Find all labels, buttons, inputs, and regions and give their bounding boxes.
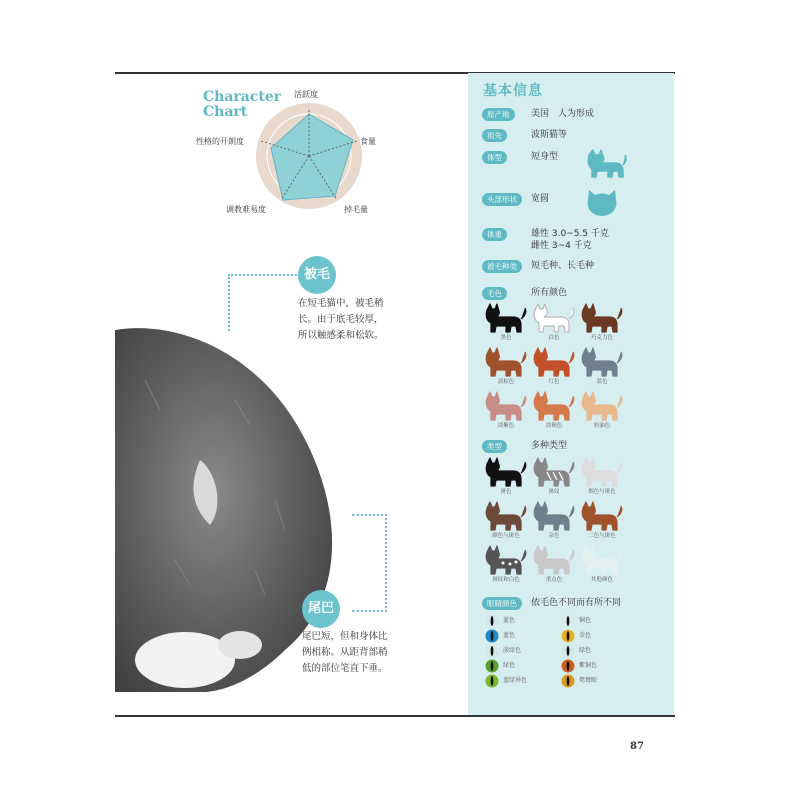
- coat-color-label: 淡紫色: [497, 423, 515, 429]
- tail-line-1: 尾巴短，但和身体比: [302, 631, 388, 642]
- tail-line-2: 例相称。从距背部稍: [302, 647, 388, 658]
- cat-silhouette-icon: [483, 498, 529, 532]
- cat-silhouette-icon: [483, 454, 529, 488]
- eye-label: 蓝色: [503, 632, 516, 639]
- coat-color-label: 淡棕色: [497, 379, 515, 385]
- eye-label: 铜色: [579, 617, 592, 624]
- cat-silhouette-icon: [579, 300, 625, 334]
- eye-label: 淡绿色: [503, 647, 522, 654]
- radar-label-cheerfulness: 性格的开朗度: [196, 137, 244, 146]
- radar-label-training: 调教难易度: [226, 205, 266, 214]
- cat-silhouette-icon: [483, 344, 529, 378]
- fur-callout-title: 被毛: [298, 256, 336, 294]
- pattern-swatch: [483, 498, 529, 539]
- eye-icon: [485, 674, 499, 688]
- chart-title-line1: Character: [203, 89, 282, 105]
- coat-color-swatch: [483, 388, 529, 429]
- cat-silhouette-icon: [483, 388, 529, 422]
- cat-silhouette-icon: [483, 300, 529, 334]
- fur-line-3: 所以触感柔和松软。: [298, 330, 384, 341]
- tag-patterns: 类型: [482, 440, 507, 453]
- radar-label-shedding: 掉毛量: [344, 205, 368, 214]
- coat-color-swatch: [579, 344, 625, 385]
- pattern-swatch: [579, 454, 625, 495]
- tail-callout-text: [302, 629, 388, 677]
- coat-color-label: 蓝色: [596, 379, 608, 385]
- cat-silhouette-icon: [531, 344, 577, 378]
- eye-icon: [561, 629, 575, 643]
- cat-silhouette-icon: [531, 498, 577, 532]
- pattern-label: 斑纹和白色: [492, 577, 520, 583]
- cat-silhouette-icon: [579, 542, 625, 576]
- pattern-swatch: [531, 542, 577, 583]
- pattern-swatch: [483, 454, 529, 495]
- eye-label: 蓝色: [503, 617, 516, 624]
- tag-eyes: 眼睛颜色: [482, 597, 522, 610]
- pattern-swatch: [579, 542, 625, 583]
- coat-color-label: 淡褐色: [545, 423, 563, 429]
- value-weight-1: 雄性 3.0~5.5 千克: [531, 229, 609, 239]
- value-eyes: 依毛色不同而有所不同: [531, 598, 622, 608]
- pattern-label: 斑纹: [548, 489, 560, 495]
- value-ancestor: 波斯猫等: [531, 130, 568, 140]
- eye-icon: [485, 614, 499, 628]
- tail-callout-title: 尾巴: [302, 590, 340, 628]
- coat-color-label: 奶油色: [593, 423, 611, 429]
- value-head: 宽圆: [531, 194, 550, 204]
- value-weight-2: 雌性 3~4 千克: [531, 241, 592, 251]
- radar-chart: [253, 100, 365, 212]
- eye-label: 鸳鸯眼: [579, 677, 598, 684]
- bottom-rule: [115, 715, 675, 717]
- radar-label-activity: 活跃度: [294, 90, 318, 99]
- pattern-label: 斑色: [500, 489, 512, 495]
- coat-color-swatch: [531, 300, 577, 341]
- coat-color-label: 白色: [548, 335, 560, 341]
- eye-swatch: [561, 673, 598, 692]
- tag-ancestor: 祖先: [482, 129, 507, 142]
- cat-silhouette-icon: [483, 542, 529, 576]
- eye-icon: [561, 644, 575, 658]
- pattern-label: 重点色: [545, 577, 563, 583]
- eye-icon: [561, 614, 575, 628]
- fur-line-1: 在短毛猫中，被毛稍: [298, 298, 384, 309]
- body-type-cat-icon: [583, 149, 627, 179]
- eye-label: 蓝绿异色: [503, 677, 528, 684]
- tail-line-3: 低的部位笔直下垂。: [302, 663, 388, 674]
- eye-icon: [485, 629, 499, 643]
- cat-silhouette-icon: [579, 344, 625, 378]
- tag-body: 体型: [482, 151, 507, 164]
- coat-color-swatch: [483, 344, 529, 385]
- eye-label: 绿色: [503, 662, 516, 669]
- value-coat-colors: 所有颜色: [531, 288, 568, 298]
- cat-silhouette-icon: [531, 454, 577, 488]
- value-coat-type: 短毛种、长毛种: [531, 261, 595, 271]
- coat-color-swatch: [531, 344, 577, 385]
- eye-label: 紫铜色: [579, 662, 598, 669]
- value-body: 短身型: [531, 152, 559, 162]
- pattern-label: 颜色与斑色: [492, 533, 520, 539]
- panel-title: 基本信息: [483, 83, 543, 99]
- pattern-label: 其他颜色: [590, 577, 613, 583]
- fur-callout-text: [298, 296, 384, 344]
- eye-icon: [485, 659, 499, 673]
- eye-label: 金色: [579, 632, 592, 639]
- pattern-swatch: [483, 542, 529, 583]
- pattern-swatch: [579, 498, 625, 539]
- page-number: 87: [630, 741, 644, 752]
- pattern-label: 烟色与斑色: [588, 489, 616, 495]
- coat-color-swatch: [483, 300, 529, 341]
- cat-silhouette-icon: [579, 454, 625, 488]
- tag-weight: 体重: [482, 228, 507, 241]
- tag-coat-type: 被毛种类: [482, 260, 522, 273]
- coat-color-swatch: [579, 388, 625, 429]
- cat-silhouette-icon: [579, 388, 625, 422]
- head-shape-icon: [586, 186, 618, 218]
- eye-icon: [485, 644, 499, 658]
- value-origin: 美国 人为形成: [531, 109, 595, 119]
- chart-title-line2: Chart: [203, 104, 248, 120]
- coat-color-label: 黑色: [500, 335, 512, 341]
- eye-swatch: [485, 673, 528, 692]
- fur-line-2: 长。由于底毛较厚，: [298, 314, 384, 325]
- eye-icon: [561, 674, 575, 688]
- pattern-swatch: [531, 454, 577, 495]
- eye-icon: [561, 659, 575, 673]
- coat-color-label: 红色: [548, 379, 560, 385]
- tag-head: 头部形状: [482, 193, 522, 206]
- coat-color-label: 巧克力色: [590, 335, 613, 341]
- tag-coat-colors: 毛色: [482, 287, 507, 300]
- pattern-label: 杂色: [548, 533, 560, 539]
- tail-callout-line: [352, 514, 387, 612]
- eye-label: 绿色: [579, 647, 592, 654]
- cat-silhouette-icon: [531, 542, 577, 576]
- coat-color-swatch: [531, 388, 577, 429]
- cat-silhouette-icon: [531, 300, 577, 334]
- coat-color-swatch: [579, 300, 625, 341]
- cat-silhouette-icon: [531, 388, 577, 422]
- pattern-label: 三色与斑色: [588, 533, 616, 539]
- fur-callout-line: [228, 274, 300, 331]
- cat-silhouette-icon: [579, 498, 625, 532]
- radar-label-appetite: 食量: [360, 137, 376, 146]
- pattern-swatch: [531, 498, 577, 539]
- value-patterns: 多种类型: [531, 441, 568, 451]
- tag-origin: 原产地: [482, 108, 515, 121]
